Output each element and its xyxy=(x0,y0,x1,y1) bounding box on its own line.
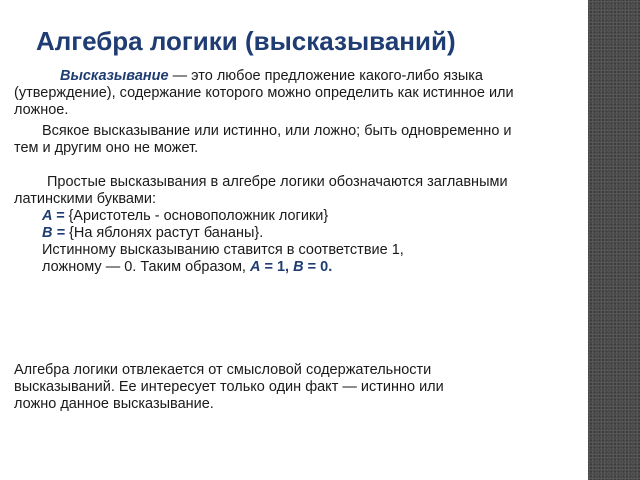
result-b-var: В xyxy=(293,259,304,275)
true-value-line: Истинному высказыванию ставится в соответствие 1, xyxy=(42,242,404,258)
result-b-eq: = 0. xyxy=(303,259,333,275)
example-a-label: A = xyxy=(42,208,69,224)
definition-paragraph xyxy=(14,68,580,119)
definition-line-1 xyxy=(14,68,580,85)
truth-rule-paragraph xyxy=(14,123,580,157)
definition-line-3: ложное. xyxy=(14,102,69,118)
notation-line-2: латинскими буквами: xyxy=(14,191,157,207)
result-a-eq: = 1, xyxy=(260,259,294,275)
example-b-text: {На яблонях растут бананы}. xyxy=(69,225,264,241)
definition-text: — это любое предложение какого-либо языка xyxy=(168,68,483,84)
example-b-label: B = xyxy=(42,225,69,241)
false-value-text: ложному — 0. Таким образом, xyxy=(42,259,250,275)
definition-line-2: (утверждение), содержание которого можно определить как истинное или xyxy=(14,85,514,101)
summary-paragraph xyxy=(14,362,580,413)
summary-line-1: Алгебра логики отвлекается от смысловой содержательности xyxy=(14,362,432,378)
textured-sidebar xyxy=(588,0,640,480)
slide-title: Алгебра логики (высказываний) xyxy=(36,26,456,56)
example-b xyxy=(14,225,580,242)
example-a xyxy=(14,208,580,225)
notation-line-1: Простые высказывания в алгебре логики обозначаются заглавными xyxy=(47,174,508,190)
result-a-var: А xyxy=(249,259,261,275)
definition-term: Высказывание xyxy=(60,68,169,84)
notation-paragraph xyxy=(14,174,580,276)
truth-rule-line-1: Всякое высказывание или истинно, или ложно; быть одновременно и xyxy=(42,123,512,139)
example-a-text: {Аристотель - основоположник логики} xyxy=(68,208,329,224)
summary-line-2: высказываний. Ее интересует только один факт — истинно или xyxy=(14,379,444,395)
summary-line-3: ложно данное высказывание. xyxy=(14,396,214,412)
false-value-line xyxy=(14,259,580,276)
truth-rule-line-2: тем и другим оно не может. xyxy=(14,140,199,156)
